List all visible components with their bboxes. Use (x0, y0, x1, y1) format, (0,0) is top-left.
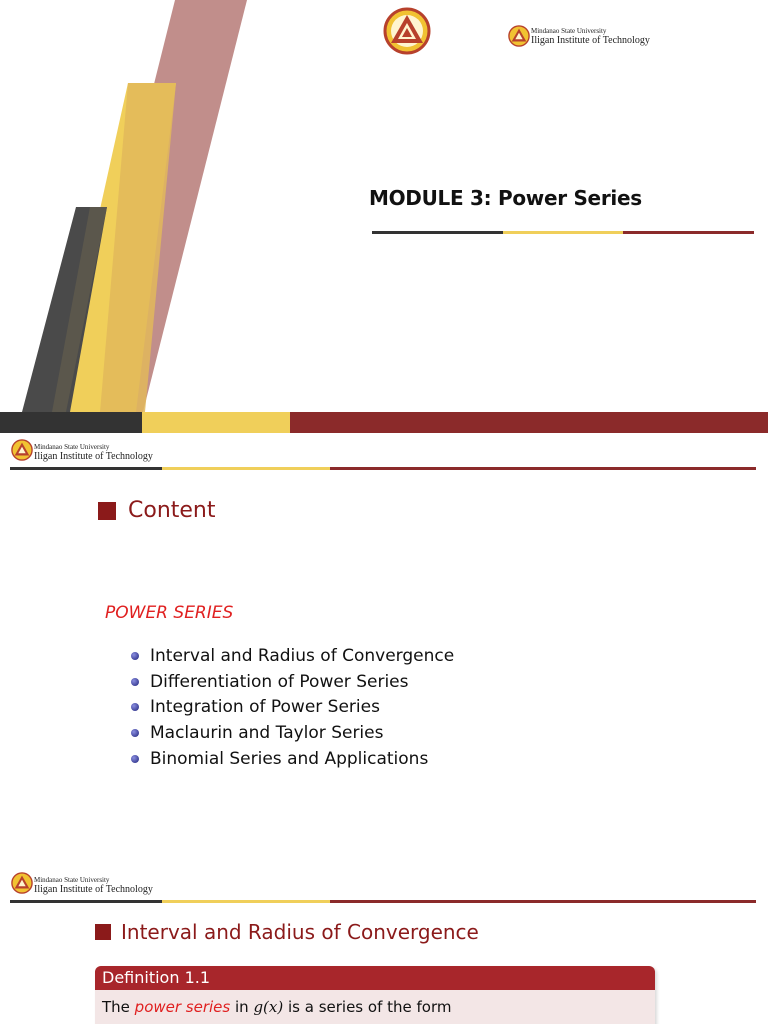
section-heading (95, 920, 479, 944)
bullet-icon (131, 652, 139, 660)
university-wordmark (531, 28, 650, 46)
bullet-icon (131, 703, 139, 711)
title-underline-dark (372, 231, 503, 234)
msu-iit-seal-icon (11, 439, 33, 461)
definition-term: power series (134, 998, 231, 1016)
header-rule-maroon (330, 900, 756, 903)
university-name: Mindanao State University (34, 443, 110, 451)
list-item-label: Interval and Radius of Convergence (150, 645, 455, 666)
definition-box (95, 966, 655, 1024)
msu-iit-seal-icon (383, 7, 431, 55)
list-item (131, 643, 454, 669)
list-item-label: Differentiation of Power Series (150, 671, 409, 692)
decorative-stripes (0, 0, 300, 433)
footer-bar-gold (142, 412, 290, 433)
university-name: Mindanao State University (34, 876, 110, 884)
institute-name: Iligan Institute of Technology (531, 35, 650, 46)
section-heading (98, 498, 216, 523)
list-item-label: Binomial Series and Applications (150, 749, 429, 770)
bullet-icon (131, 755, 139, 763)
msu-iit-seal-icon (11, 872, 33, 894)
page-title: MODULE 3: Power Series (369, 186, 642, 210)
list-item-label: Maclaurin and Taylor Series (150, 723, 384, 744)
header-rule-gold (162, 467, 330, 470)
title-slide (0, 0, 768, 433)
section-title: Content (128, 498, 216, 523)
list-item (131, 746, 454, 772)
definition-text: The (102, 998, 135, 1016)
bullet-icon (131, 729, 139, 737)
section-title: Interval and Radius of Convergence (121, 920, 479, 944)
list-item (131, 669, 454, 695)
institute-name: Iligan Institute of Technology (34, 884, 153, 895)
definition-slide (0, 853, 768, 1024)
definition-title: Definition 1.1 (95, 966, 655, 990)
bullet-icon (131, 678, 139, 686)
header-rule-maroon (330, 467, 756, 470)
list-item (131, 720, 454, 746)
university-wordmark (34, 444, 153, 462)
university-name: Mindanao State University (531, 27, 607, 35)
list-item-label: Integration of Power Series (150, 697, 380, 718)
title-underline-gold (503, 231, 623, 234)
math-expression: g(x) (253, 998, 284, 1016)
list-item (131, 695, 454, 721)
topic-label: POWER SERIES (105, 603, 234, 623)
header-rule-dark (10, 467, 162, 470)
footer-bar-maroon (290, 412, 768, 433)
content-slide (0, 433, 768, 853)
university-wordmark (34, 877, 153, 895)
title-underline-maroon (623, 231, 754, 234)
header-rule-gold (162, 900, 330, 903)
definition-text: is a series of the form (283, 998, 452, 1016)
institute-name: Iligan Institute of Technology (34, 451, 153, 462)
footer-bar-dark (0, 412, 142, 433)
header-rule-dark (10, 900, 162, 903)
msu-iit-seal-icon (508, 25, 530, 47)
definition-body (95, 990, 655, 1016)
definition-text: in (230, 998, 254, 1016)
heading-square-icon (98, 502, 116, 520)
topic-list (131, 643, 454, 772)
heading-square-icon (95, 924, 111, 940)
